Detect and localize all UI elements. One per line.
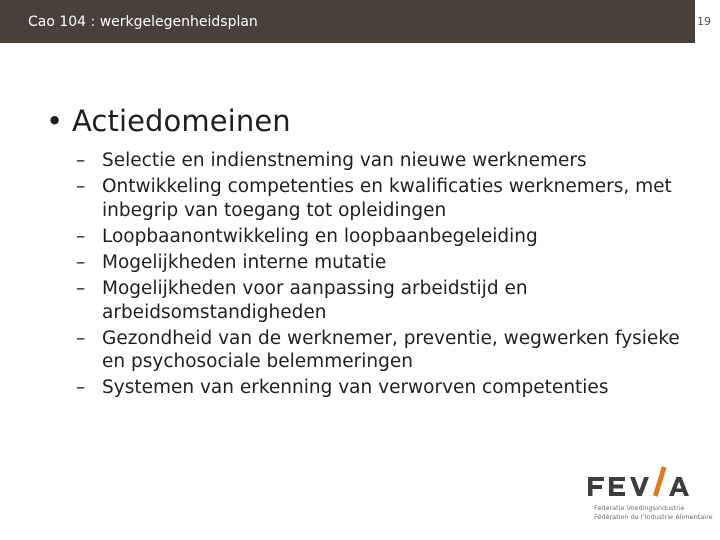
dash-bullet: – [76, 251, 86, 273]
list-item-text: Systemen van erkenning van verworven competenties [102, 377, 609, 399]
dash-bullet: – [76, 225, 86, 247]
list-item [76, 175, 706, 222]
fevia-wordmark-logo [582, 464, 700, 500]
list-item [76, 225, 706, 249]
header-bar [0, 0, 695, 43]
logo-tagline-dutch: Federatie Voedingsindustrie [594, 504, 685, 512]
action-domain-list [76, 149, 706, 402]
list-item [76, 277, 706, 324]
heading-text: Actiedomeinen [72, 104, 291, 138]
dash-bullet: – [76, 277, 86, 299]
list-item [76, 251, 706, 275]
list-item-text: Gezondheid van de werknemer, preventie, wegwerken fysieke en psychosociale belemmeringen [102, 327, 680, 373]
list-item-text: Ontwikkeling competenties en kwalificaties werknemers, met inbegrip van toegang tot opleidingen [102, 176, 672, 221]
dash-bullet: – [76, 327, 86, 349]
dash-bullet: – [76, 377, 86, 399]
fevia-logo [582, 464, 713, 524]
heading-bullet: • [46, 104, 64, 138]
section-heading [46, 104, 291, 138]
logo-tagline-french: Fédération de l'Industrie Alimentaire [594, 513, 713, 521]
slide-header-title: Cao 104 : werkgelegenheidsplan [28, 14, 258, 30]
slide-number: 19 [697, 15, 711, 28]
list-item-text: Selectie en indienstneming van nieuwe werknemers [102, 150, 587, 171]
list-item [76, 376, 706, 400]
list-item [76, 327, 706, 374]
dash-bullet: – [76, 150, 86, 171]
list-item-text: Mogelijkheden interne mutatie [102, 251, 387, 273]
list-item [76, 149, 706, 173]
list-item-text: Loopbaanontwikkeling en loopbaanbegeleiding [102, 225, 538, 247]
dash-bullet: – [76, 176, 86, 198]
list-item-text: Mogelijkheden voor aanpassing arbeidstijd en arbeidsomstandigheden [102, 277, 528, 323]
